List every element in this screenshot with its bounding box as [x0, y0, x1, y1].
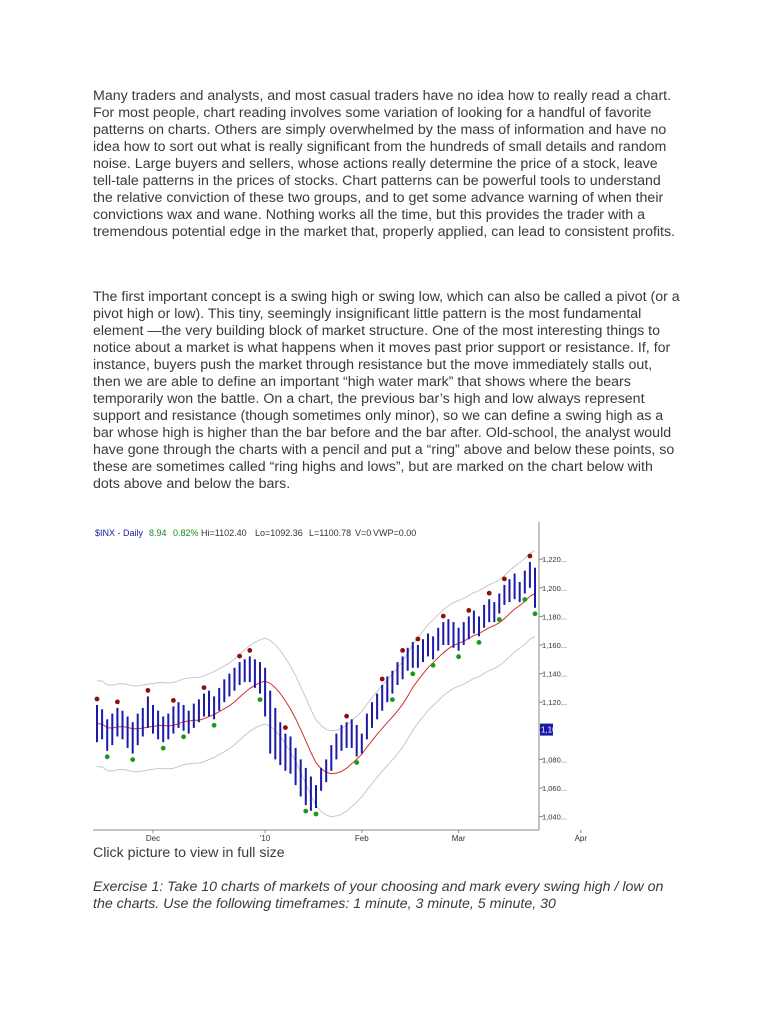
swing-high-dot	[283, 725, 288, 730]
intro-paragraph: Many traders and analysts, and most casual traders have no idea how to really read a chart. For most people, chart reading involves some variation of looking for a handful of favorite patterns on charts. Others are simply overwhelmed by the mass of information and have no idea how to sort out what is really significant from the hundreds of small details and random noise. Large buyers and sellers, whose actions really determine the price of a stock, leave tell-tale patterns in the prices of stocks. Chart patterns can be powerful tools to understand the relative conviction of these two groups, and to get some advance warning of when their convictions wax and wane. Nothing works all the time, but this provides the trader with a tremendous potential edge in the market that, properly applied, can lead to consistent profits.	[93, 88, 676, 240]
swing-high-dot	[380, 677, 385, 682]
exercise-text: Exercise 1: Take 10 charts of markets of your choosing and mark every swing high / low on the charts. Use the following timeframes: 1 minute, 3 minute, 5 minute, 30	[93, 879, 664, 912]
swing-low-dot	[410, 671, 415, 676]
price-chart[interactable]	[93, 522, 588, 844]
swing-low-dot	[354, 760, 359, 765]
chart-change-pct: 0.82%	[173, 528, 199, 538]
swing-high-dot	[146, 688, 151, 693]
chart-volume: V=0	[355, 528, 372, 538]
swing-high-dot	[416, 637, 421, 642]
price-tick-label: 1,140...	[542, 669, 568, 679]
price-tick-label: 1,200...	[542, 583, 568, 593]
swing-low-dot	[161, 746, 166, 751]
swing-low-dot	[456, 654, 461, 659]
chart-high: Hi=1102.40	[201, 528, 247, 538]
swing-high-dot	[528, 554, 533, 559]
swing-high-dot	[344, 714, 349, 719]
swing-low-dot	[522, 597, 527, 602]
swing-high-dot	[502, 577, 507, 582]
swing-low-dot	[497, 617, 502, 622]
swing-low-dot	[314, 812, 319, 817]
last-price-label: 1,100.78	[541, 725, 573, 735]
price-tick-label: 1,160...	[542, 641, 568, 650]
date-tick-label: Apr	[574, 834, 588, 843]
swing-high-dot	[95, 697, 100, 702]
date-tick-label: '10	[259, 834, 271, 843]
swing-high-dot	[400, 648, 405, 653]
date-tick-label: Mar	[451, 834, 466, 843]
chart-low: Lo=1092.36	[255, 528, 303, 538]
price-tick-label: 1,220...	[542, 555, 568, 565]
swing-low-dot	[105, 754, 110, 759]
swing-high-dot	[202, 685, 207, 690]
swing-low-dot	[431, 663, 436, 668]
swing-high-dot	[247, 648, 252, 653]
chart-last: L=1100.78	[309, 528, 352, 538]
swing-high-dot	[115, 700, 120, 705]
date-tick-label: Feb	[354, 834, 369, 843]
swing-low-dot	[477, 640, 482, 645]
chart-vwp: VWP=0.00	[373, 528, 417, 538]
swing-low-dot	[390, 697, 395, 702]
swing-low-dot	[533, 611, 538, 616]
chart-svg	[93, 522, 588, 844]
swing-high-dot	[237, 654, 242, 659]
price-tick-label: 1,180...	[542, 612, 568, 622]
price-tick-label: 1,080...	[542, 755, 568, 765]
swing-high-dot	[466, 608, 471, 613]
swing-high-dot	[441, 614, 446, 619]
swing-low-dot	[303, 809, 308, 814]
swing-high-dot	[487, 591, 492, 596]
price-tick-label: 1,060...	[542, 784, 568, 793]
swing-low-dot	[212, 723, 217, 728]
price-tick-label: 1,120...	[542, 698, 568, 708]
chart-symbol: $INX - Daily	[95, 528, 144, 538]
swing-low-dot	[258, 697, 263, 702]
swing-high-dot	[171, 698, 176, 703]
swing-concept-paragraph: The first important concept is a swing high or swing low, which can also be called a pivot (or a pivot high or low). This tiny, seemingly insignificant little pattern is the most fundamental element —the very building block of market structure. One of the most interesting things to notice about a market is what happens when it moves past prior support or resistance. If, for instance, buyers push the market through resistance but the move immediately stalls out, then we are able to define an important “high water mark” that shows where the bears temporarily won the battle. On a chart, the previous bar’s high and low always represent support and resistance (though sometimes only minor), so we can define a swing high as a bar whose high is higher than the bar before and the bar after. Old-school, the analyst would have gone through the charts with a pencil and put a “ring” above and below these points, so these are sometimes called “ring highs and lows”, but are marked on the chart below with dots above and below the bars.	[93, 289, 680, 492]
swing-low-dot	[181, 734, 186, 739]
date-tick-label: Dec	[145, 834, 161, 843]
chart-change: 8.94	[149, 528, 167, 538]
swing-low-dot	[130, 757, 135, 762]
chart-caption[interactable]: Click picture to view in full size	[93, 845, 285, 861]
price-tick-label: 1,040...	[542, 812, 568, 822]
